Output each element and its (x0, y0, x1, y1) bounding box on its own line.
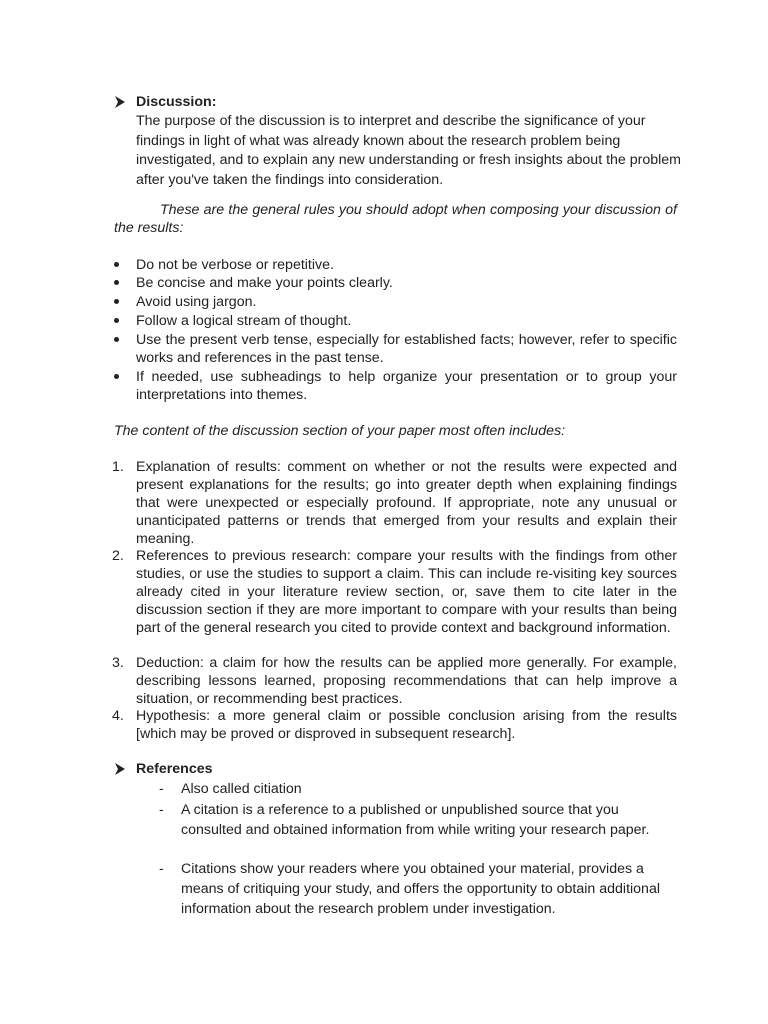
dash-bullet: - (159, 781, 164, 797)
item-number: 4. (112, 708, 124, 724)
bullet-dot-icon (114, 299, 119, 304)
item-number: 3. (112, 655, 124, 671)
rules-intro-text: These are the general rules you should adopt when composing your discussion of the results: (114, 202, 677, 236)
numbered-item: 1. Explanation of results: comment on whether or not the results were expected and present explanations for the results; go into greater depth when explaining findings that were unexpected or especially profound. If appropriate, note any unusual or unanticipated patterns or trends that emerged from your results and explain their meaning. (112, 459, 677, 547)
references-heading-text: References (136, 761, 213, 777)
list-item: Follow a logical stream of thought. (136, 312, 677, 330)
discussion-heading (112, 94, 216, 110)
item-number: 1. (112, 459, 124, 475)
arrow-bullet-icon (112, 94, 128, 110)
list-item: - Citations show your readers where you obtained your material, provides a means of critiquing your study, and offers the opportunity to obtain additional information about the research problem under investigation. (159, 861, 660, 917)
bullet-dot-icon (114, 280, 119, 285)
bullet-dot-icon (114, 262, 119, 267)
numbered-item: 2. References to previous research: compare your results with the findings from other studies, or use the studies to support a claim. This can include re-visiting key sources already cited in your literature review section, or, save them to cite later in the discussion section if they are more important to compare with your results than being part of the general research you cited to provide context and background information. (112, 548, 677, 636)
list-item: Use the present verb tense, especially for established facts; however, refer to specific works and references in the past tense. (136, 331, 677, 367)
bullet-dot-icon (114, 318, 119, 323)
list-item: Be concise and make your points clearly. (136, 274, 677, 292)
discussion-heading-text: Discussion: (136, 94, 217, 110)
bullet-dot-icon (114, 374, 119, 379)
content-intro: The content of the discussion section of your paper most often includes: (114, 423, 566, 439)
list-item: If needed, use subheadings to help organize your presentation or to group your interpretations into themes. (136, 368, 677, 404)
bullet-dot-icon (114, 337, 119, 342)
numbered-item: 3. Deduction: a claim for how the results can be applied more generally. For example, describing lessons learned, proposing recommendations that can help improve a situation, or recommending best practices. (112, 655, 677, 707)
references-heading (112, 761, 213, 777)
list-item: - A citation is a reference to a published or unpublished source that you consulted and obtained information from while writing your research paper. (159, 802, 650, 838)
numbered-item: 4. Hypothesis: a more general claim or possible conclusion arising from the results [which may be proved or disproved in subsequent research]. (112, 708, 677, 742)
dash-bullet: - (159, 861, 164, 877)
list-item: Do not be verbose or repetitive. (136, 256, 677, 274)
arrow-bullet-icon (112, 761, 128, 777)
discussion-intro: The purpose of the discussion is to interpret and describe the significance of your findings in light of what was already known about the research problem being investigated, and to explain any new understanding or fresh insights about the problem after you've taken the findings into consideration. (136, 113, 681, 188)
rules-intro (114, 201, 677, 237)
list-item: Avoid using jargon. (136, 293, 677, 311)
list-item: - Also called citiation (181, 780, 676, 800)
item-number: 2. (112, 548, 124, 564)
dash-bullet: - (159, 802, 164, 818)
